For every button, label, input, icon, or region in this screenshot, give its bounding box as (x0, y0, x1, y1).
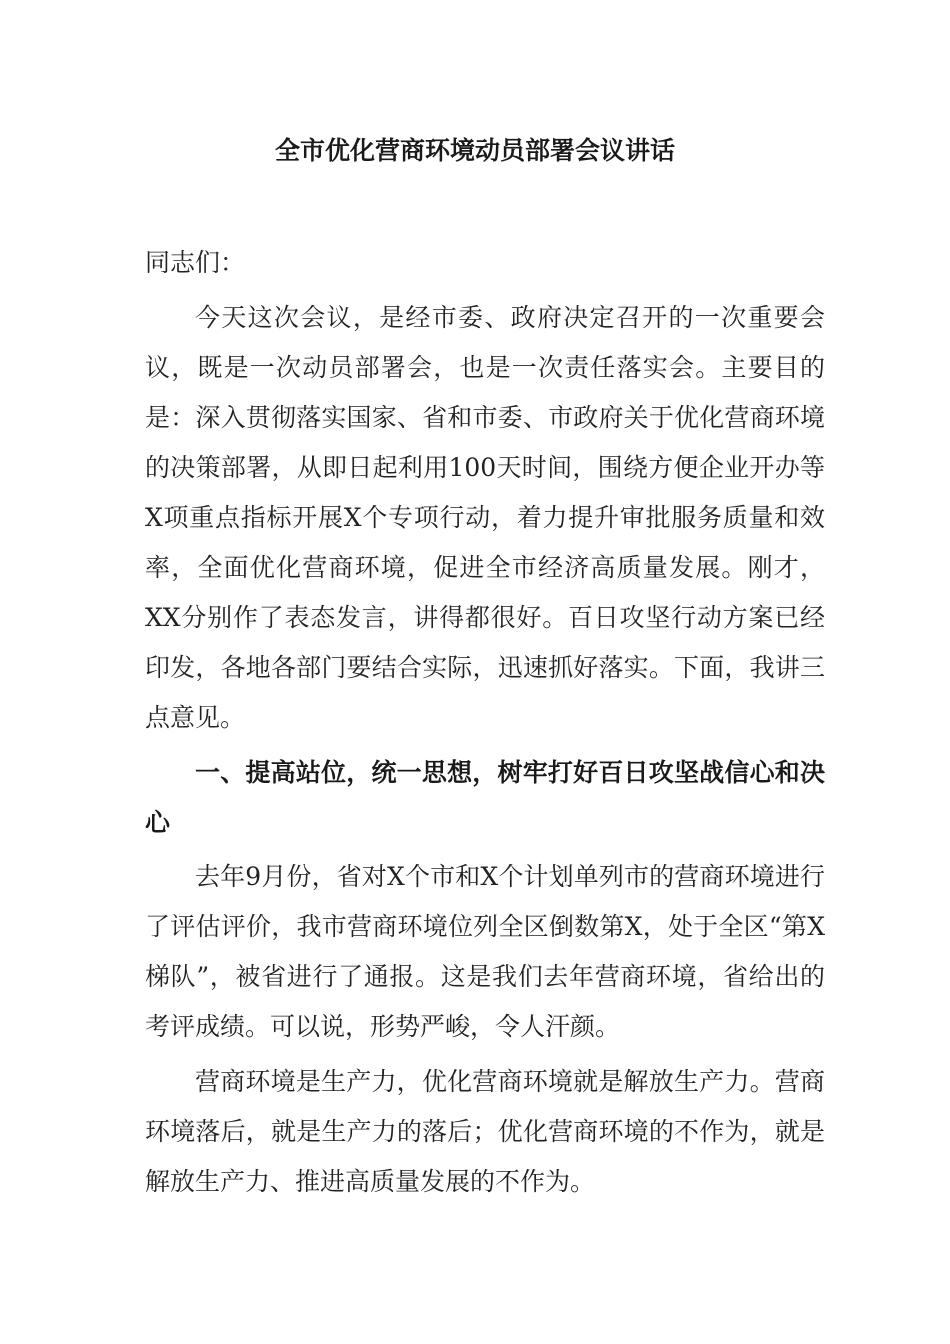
salutation: 同志们： (145, 248, 246, 277)
paragraph-evaluation: 去年9月份，省对X个市和X个计划单列市的营商环境进行了评估评价，我市营商环境位列全区倒数第X，处于全区“第X梯队”，被省进行了通报。这是我们去年营商环境，省给出的考评成绩。可以说，形势严峻，令人汗颜。 (145, 862, 825, 1041)
paragraph-intro: 今天这次会议，是经市委、政府决定召开的一次重要会议，既是一次动员部署会，也是一次责任落实会。主要目的是：深入贯彻落实国家、省和市委、市政府关于优化营商环境的决策部署，从即日起利用100天时间，围绕方便企业开办等X项重点指标开展X个专项行动，着力提升审批服务质量和效率，全面优化营商环境，促进全市经济高质量发展。刚才，XX分别作了表态发言，讲得都很好。百日攻坚行动方案已经印发，各地各部门要结合实际，迅速抓好落实。下面，我讲三点意见。 (145, 303, 825, 732)
document-title: 全市优化营商环境动员部署会议讲话 (274, 136, 675, 165)
section-heading-1: 一、提高站位，统一思想，树牢打好百日攻坚战信心和决心 (145, 758, 825, 837)
paragraph-productivity: 营商环境是生产力，优化营商环境就是解放生产力。营商环境落后，就是生产力的落后；优化营商环境的不作为，就是解放生产力、推进高质量发展的不作为。 (145, 1067, 825, 1196)
